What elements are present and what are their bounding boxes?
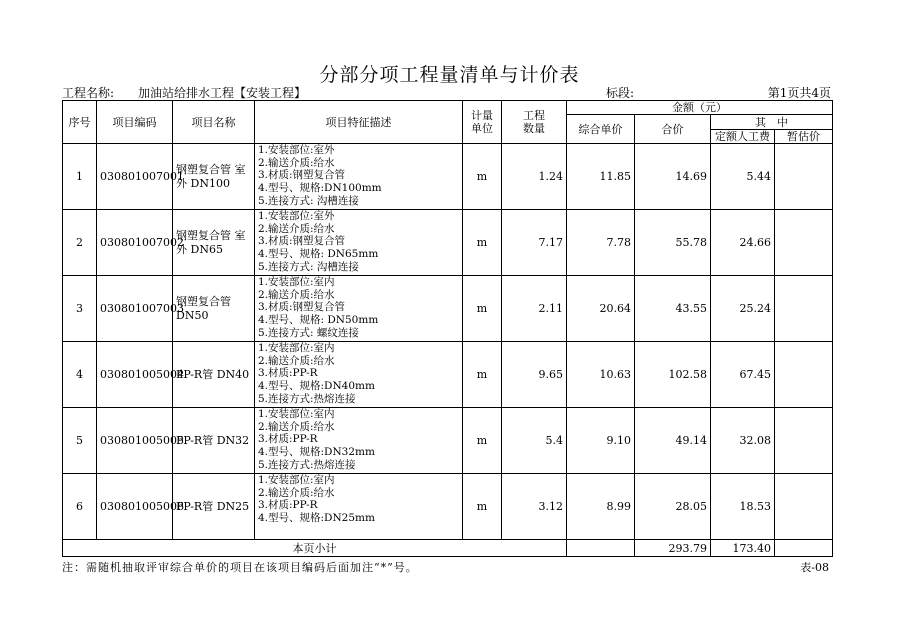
bill-table [62, 100, 833, 557]
header-among: 其 中 [711, 115, 833, 130]
cell-seq: 6 [63, 474, 97, 540]
header-unit-line2: 单位 [471, 122, 493, 135]
desc-line: 3.材质:PP-R [258, 367, 318, 380]
cell-name: 钢塑复合管 室外 DN65 [173, 210, 255, 276]
cell-seq: 5 [63, 408, 97, 474]
cell-provisional [775, 210, 833, 276]
header-unit-line1: 计量 [471, 109, 493, 122]
desc-line: 4.型号、规格: DN65mm [258, 248, 379, 261]
subtotal-total: 293.79 [635, 540, 711, 557]
desc-line: 1.安装部位:室内 [258, 342, 335, 354]
cell-unit: m [463, 408, 502, 474]
cell-seq: 4 [63, 342, 97, 408]
cell-provisional [775, 144, 833, 210]
cell-labor: 18.53 [711, 474, 775, 540]
header-name: 项目名称 [173, 101, 255, 144]
cell-provisional [775, 342, 833, 408]
desc-line: 3.材质:PP-R [258, 433, 318, 446]
table-row [63, 408, 833, 474]
cell-code: 030801005004 [97, 342, 173, 408]
cell-seq: 2 [63, 210, 97, 276]
cell-code: 030801007001 [97, 144, 173, 210]
header-seq: 序号 [63, 101, 97, 144]
desc-line: 4.型号、规格:DN25mm [258, 512, 375, 525]
desc-line: 3.材质:钢塑复合管 [258, 169, 346, 182]
desc-line: 5.连接方式:热熔连接 [258, 392, 356, 405]
project-name: 加油站给排水工程【安装工程】 [138, 86, 307, 100]
cell-labor: 25.24 [711, 276, 775, 342]
cell-unit-price: 10.63 [567, 342, 635, 408]
header-amount: 金额（元） [567, 101, 833, 115]
header-unit [463, 101, 502, 144]
header-provisional: 暂估价 [775, 130, 833, 144]
project-label: 工程名称: [62, 86, 115, 100]
cell-labor: 32.08 [711, 408, 775, 474]
cell-desc [255, 474, 463, 540]
cell-total: 49.14 [635, 408, 711, 474]
cell-qty: 5.4 [502, 408, 567, 474]
desc-line: 5.连接方式: 沟槽连接 [258, 194, 359, 207]
cell-desc [255, 210, 463, 276]
cell-desc [255, 342, 463, 408]
cell-unit-price: 9.10 [567, 408, 635, 474]
table-row [63, 276, 833, 342]
header-qty-line2: 数量 [523, 122, 545, 135]
desc-line: 3.材质:钢塑复合管 [258, 235, 346, 248]
cell-unit-price: 11.85 [567, 144, 635, 210]
cell-name: PP-R管 DN40 [173, 342, 255, 408]
cell-total: 55.78 [635, 210, 711, 276]
table-row [63, 342, 833, 408]
subtotal-labor: 173.40 [711, 540, 775, 557]
cell-unit: m [463, 144, 502, 210]
cell-desc [255, 144, 463, 210]
header-qty-line1: 工程 [523, 109, 545, 122]
cell-name: PP-R管 DN32 [173, 408, 255, 474]
cell-unit: m [463, 474, 502, 540]
cell-labor: 5.44 [711, 144, 775, 210]
desc-line: 1.安装部位:室内 [258, 408, 335, 420]
cell-total: 14.69 [635, 144, 711, 210]
desc-line: 3.材质:PP-R [258, 499, 318, 512]
page-title: 分部分项工程量清单与计价表 [319, 64, 580, 86]
cell-desc [255, 408, 463, 474]
header-desc: 项目特征描述 [255, 101, 463, 144]
desc-line: 1.安装部位:室外 [258, 210, 335, 222]
section-label: 标段: [606, 86, 635, 100]
cell-labor: 67.45 [711, 342, 775, 408]
cell-qty: 9.65 [502, 342, 567, 408]
desc-line: 4.型号、规格: DN50mm [258, 314, 379, 327]
desc-line: 4.型号、规格:DN32mm [258, 446, 375, 459]
header-total: 合价 [635, 115, 711, 144]
cell-unit-price: 20.64 [567, 276, 635, 342]
table-row [63, 210, 833, 276]
desc-line: 5.连接方式: 螺纹连接 [258, 326, 359, 339]
cell-qty: 7.17 [502, 210, 567, 276]
cell-unit-price: 7.78 [567, 210, 635, 276]
cell-qty: 3.12 [502, 474, 567, 540]
desc-line: 3.材质:钢塑复合管 [258, 301, 346, 314]
desc-line: 1.安装部位:室内 [258, 276, 335, 288]
desc-line: 2.输送介质:给水 [258, 156, 335, 169]
cell-provisional [775, 408, 833, 474]
header-qty [502, 101, 567, 144]
desc-line: 1.安装部位:室外 [258, 144, 335, 156]
cell-qty: 2.11 [502, 276, 567, 342]
subtotal-label: 本页小计 [63, 540, 567, 557]
subtotal-unit-price [567, 540, 635, 557]
footnote: 注：需随机抽取评审综合单价的项目在该项目编码后面加注“*”号。 [62, 561, 418, 574]
cell-name: PP-R管 DN25 [173, 474, 255, 540]
desc-line: 5.连接方式:热熔连接 [258, 458, 356, 471]
cell-total: 43.55 [635, 276, 711, 342]
cell-provisional [775, 276, 833, 342]
cell-code: 030801005006 [97, 474, 173, 540]
header-unit-price: 综合单价 [567, 115, 635, 144]
cell-total: 102.58 [635, 342, 711, 408]
cell-desc [255, 276, 463, 342]
header-labor: 定额人工费 [711, 130, 775, 144]
table-row [63, 144, 833, 210]
cell-name: 钢塑复合管 DN50 [173, 276, 255, 342]
cell-unit: m [463, 276, 502, 342]
page-info: 第1页共4页 [767, 86, 831, 100]
cell-seq: 3 [63, 276, 97, 342]
header-code: 项目编码 [97, 101, 173, 144]
cell-seq: 1 [63, 144, 97, 210]
subtotal-row [63, 540, 833, 557]
desc-line: 4.型号、规格:DN40mm [258, 380, 375, 393]
form-number: 表-08 [800, 561, 829, 574]
cell-name: 钢塑复合管 室外 DN100 [173, 144, 255, 210]
cell-code: 030801005005 [97, 408, 173, 474]
desc-line: 1.安装部位:室内 [258, 474, 335, 486]
desc-line: 4.型号、规格:DN100mm [258, 182, 382, 195]
cell-provisional [775, 474, 833, 540]
desc-line: 2.输送介质:给水 [258, 486, 335, 499]
desc-line: 5.连接方式: 沟槽连接 [258, 260, 359, 273]
cell-code: 030801007002 [97, 210, 173, 276]
desc-line: 2.输送介质:给水 [258, 288, 335, 301]
cell-total: 28.05 [635, 474, 711, 540]
desc-line: 2.输送介质:给水 [258, 354, 335, 367]
desc-line: 2.输送介质:给水 [258, 420, 335, 433]
desc-line: 2.输送介质:给水 [258, 222, 335, 235]
cell-unit: m [463, 210, 502, 276]
cell-unit-price: 8.99 [567, 474, 635, 540]
cell-unit: m [463, 342, 502, 408]
table-row [63, 474, 833, 540]
subtotal-provisional [775, 540, 833, 557]
cell-qty: 1.24 [502, 144, 567, 210]
cell-labor: 24.66 [711, 210, 775, 276]
cell-code: 030801007003 [97, 276, 173, 342]
